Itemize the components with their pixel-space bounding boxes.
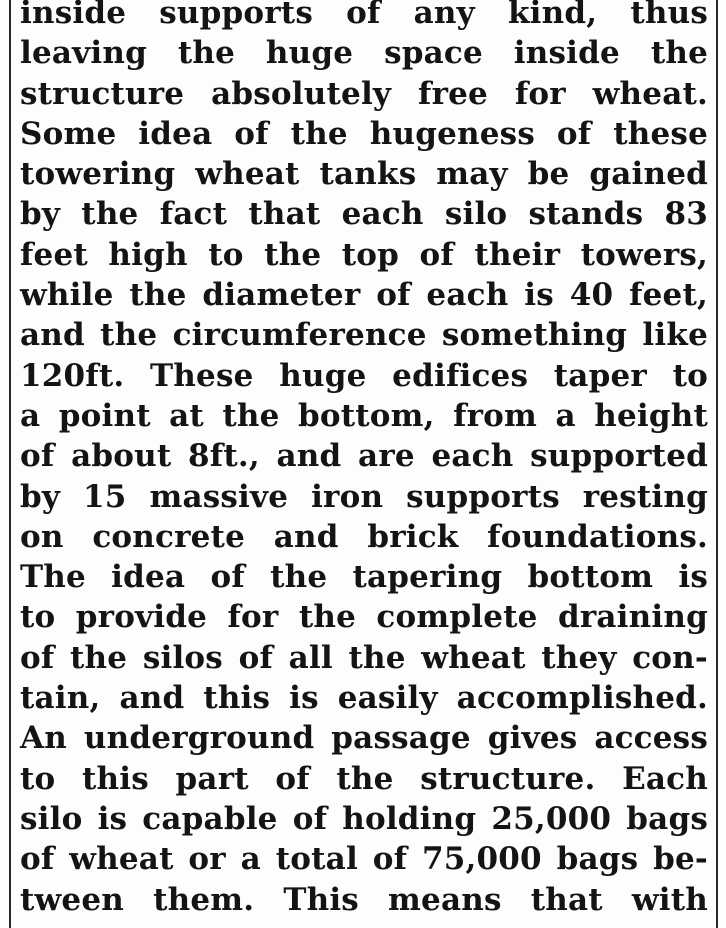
column-rule-left <box>9 0 11 928</box>
article-line: to provide for the complete draining <box>20 599 708 636</box>
column-rule-right <box>716 0 718 928</box>
article-line: structure absolutely free for wheat. <box>20 75 708 112</box>
article-line: Some idea of the hugeness of these <box>20 115 708 152</box>
article-line: of about 8ft., and are each supported <box>20 438 708 475</box>
article-line: of wheat or a total of 75,000 bags be- <box>20 841 708 878</box>
article-line: The idea of the tapering bottom is <box>20 559 708 596</box>
article-line: by 15 massive iron supports resting <box>20 478 708 515</box>
article-line: while the diameter of each is 40 feet, <box>20 277 708 314</box>
article-line: leaving the huge space inside the <box>20 35 708 72</box>
article-line: by the fact that each silo stands 83 <box>20 196 708 233</box>
article-line: tween them. This means that with <box>20 881 708 918</box>
article-line: silo is capable of holding 25,000 bags <box>20 800 708 837</box>
article-column <box>20 0 708 920</box>
article-line: to this part of the structure. Each <box>20 760 708 797</box>
article-line: and the circumference something like <box>20 317 708 354</box>
article-line: tain, and this is easily accomplished. <box>20 680 708 717</box>
article-line: inside supports of any kind, thus <box>20 0 708 31</box>
article-line: a point at the bottom, from a height <box>20 397 708 434</box>
article-line: An underground passage gives access <box>20 720 708 757</box>
article-line: feet high to the top of their towers, <box>20 236 708 273</box>
article-line: of the silos of all the wheat they con- <box>20 639 708 676</box>
article-line: 120ft. These huge edifices taper to <box>20 357 708 394</box>
article-line: towering wheat tanks may be gained <box>20 156 708 193</box>
article-line: on concrete and brick foundations. <box>20 518 708 555</box>
